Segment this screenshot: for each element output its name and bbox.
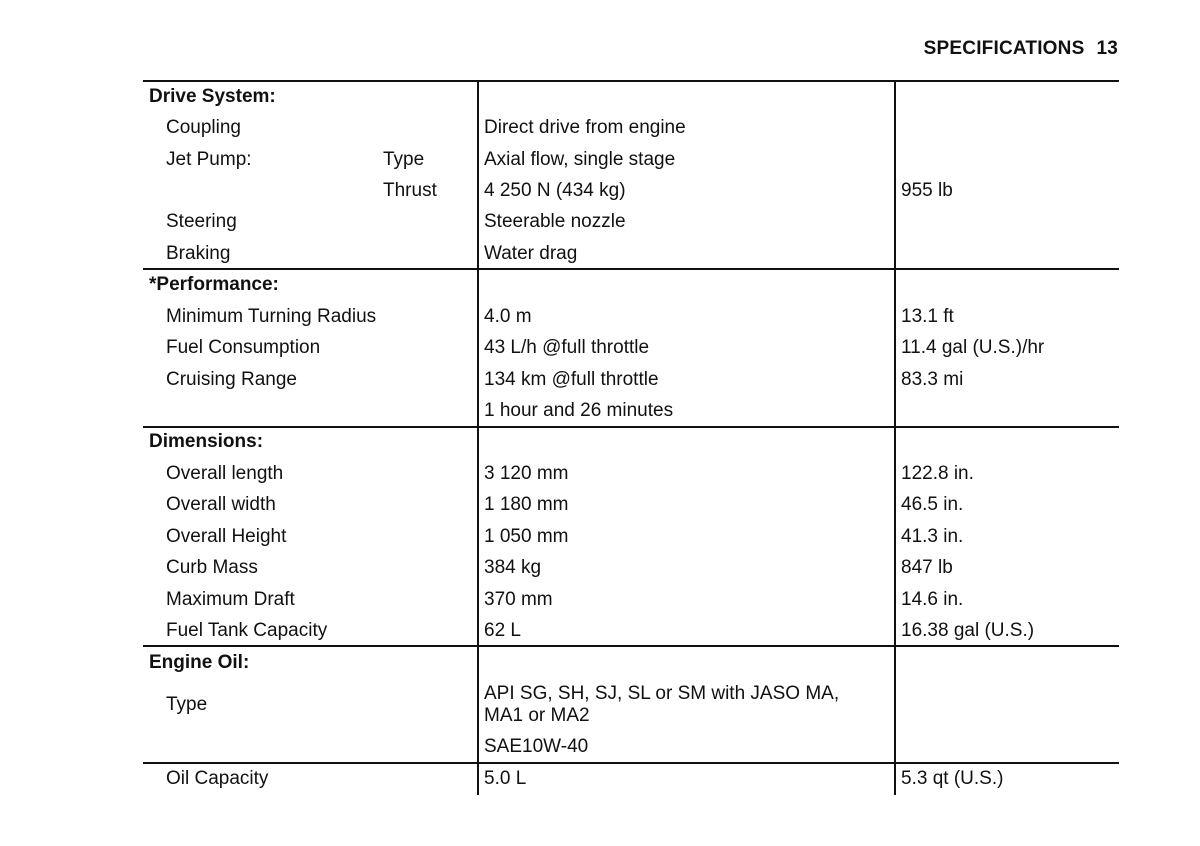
spec-imperial-value: 847 lb <box>901 557 953 578</box>
section-divider <box>143 268 1119 270</box>
spec-label: Fuel Tank Capacity <box>166 620 328 641</box>
spec-sublabel: Thrust <box>383 180 437 201</box>
spec-label: Coupling <box>166 117 241 138</box>
spec-label: Oil Capacity <box>166 768 269 789</box>
section-divider <box>143 762 1119 764</box>
section-divider <box>143 426 1119 428</box>
specifications-table <box>143 80 1119 795</box>
spec-imperial-value: 83.3 mi <box>901 369 964 390</box>
spec-imperial-value: 122.8 in. <box>901 463 974 484</box>
spec-metric-value: API SG, SH, SJ, SL or SM with JASO MA, MA1 or MA2 <box>484 683 840 726</box>
spec-sublabel: Type <box>383 149 425 170</box>
spec-label: Minimum Turning Radius <box>166 306 377 327</box>
spec-label: Steering <box>166 211 237 232</box>
spec-metric-value: 1 180 mm <box>484 494 569 515</box>
spec-imperial-value: 16.38 gal (U.S.) <box>901 620 1035 641</box>
column-divider-metric <box>477 80 479 795</box>
section-divider <box>143 645 1119 647</box>
spec-metric-value: 3 120 mm <box>484 463 569 484</box>
spec-label: Overall Height <box>166 526 287 547</box>
spec-metric-value: 1 hour and 26 minutes <box>484 400 674 421</box>
spec-label: Type <box>166 694 208 715</box>
spec-metric-value: Axial flow, single stage <box>484 149 676 170</box>
section-heading-performance: *Performance: <box>149 274 279 295</box>
spec-label: Overall width <box>166 494 276 515</box>
spec-metric-value: 4.0 m <box>484 306 532 327</box>
spec-label: Braking <box>166 243 231 264</box>
spec-label: Curb Mass <box>166 557 258 578</box>
spec-imperial-value: 14.6 in. <box>901 589 964 610</box>
section-heading-drive-system: Drive System: <box>149 86 276 107</box>
spec-imperial-value: 955 lb <box>901 180 953 201</box>
page-header <box>924 38 1118 60</box>
spec-metric-value: 5.0 L <box>484 768 527 789</box>
spec-imperial-value: 13.1 ft <box>901 306 954 327</box>
spec-imperial-value: 46.5 in. <box>901 494 964 515</box>
spec-label: Overall length <box>166 463 284 484</box>
spec-imperial-value: 41.3 in. <box>901 526 964 547</box>
spec-metric-value: 134 km @full throttle <box>484 369 659 390</box>
spec-imperial-value: 11.4 gal (U.S.)/hr <box>901 337 1045 358</box>
column-divider-imperial <box>894 80 896 795</box>
table-rule-top <box>143 80 1119 82</box>
spec-metric-value: 62 L <box>484 620 521 641</box>
section-title: SPECIFICATIONS <box>923 38 1085 59</box>
spec-metric-value: 43 L/h @full throttle <box>484 337 650 358</box>
spec-metric-value: Direct drive from engine <box>484 117 686 138</box>
spec-metric-value: Steerable nozzle <box>484 211 626 232</box>
page-number: 13 <box>1096 38 1118 59</box>
spec-imperial-value: 5.3 qt (U.S.) <box>901 768 1004 789</box>
spec-label: Fuel Consumption <box>166 337 321 358</box>
spec-metric-value: 1 050 mm <box>484 526 569 547</box>
spec-label: Cruising Range <box>166 369 297 390</box>
spec-label: Jet Pump: <box>166 149 252 170</box>
spec-metric-value: 4 250 N (434 kg) <box>484 180 626 201</box>
section-heading-dimensions: Dimensions: <box>149 431 264 452</box>
spec-metric-value: 370 mm <box>484 589 553 610</box>
spec-metric-value: Water drag <box>484 243 578 264</box>
spec-label: Maximum Draft <box>166 589 295 610</box>
section-heading-engine-oil: Engine Oil: <box>149 652 250 673</box>
spec-metric-value: 384 kg <box>484 557 542 578</box>
spec-metric-value: SAE10W-40 <box>484 736 589 757</box>
